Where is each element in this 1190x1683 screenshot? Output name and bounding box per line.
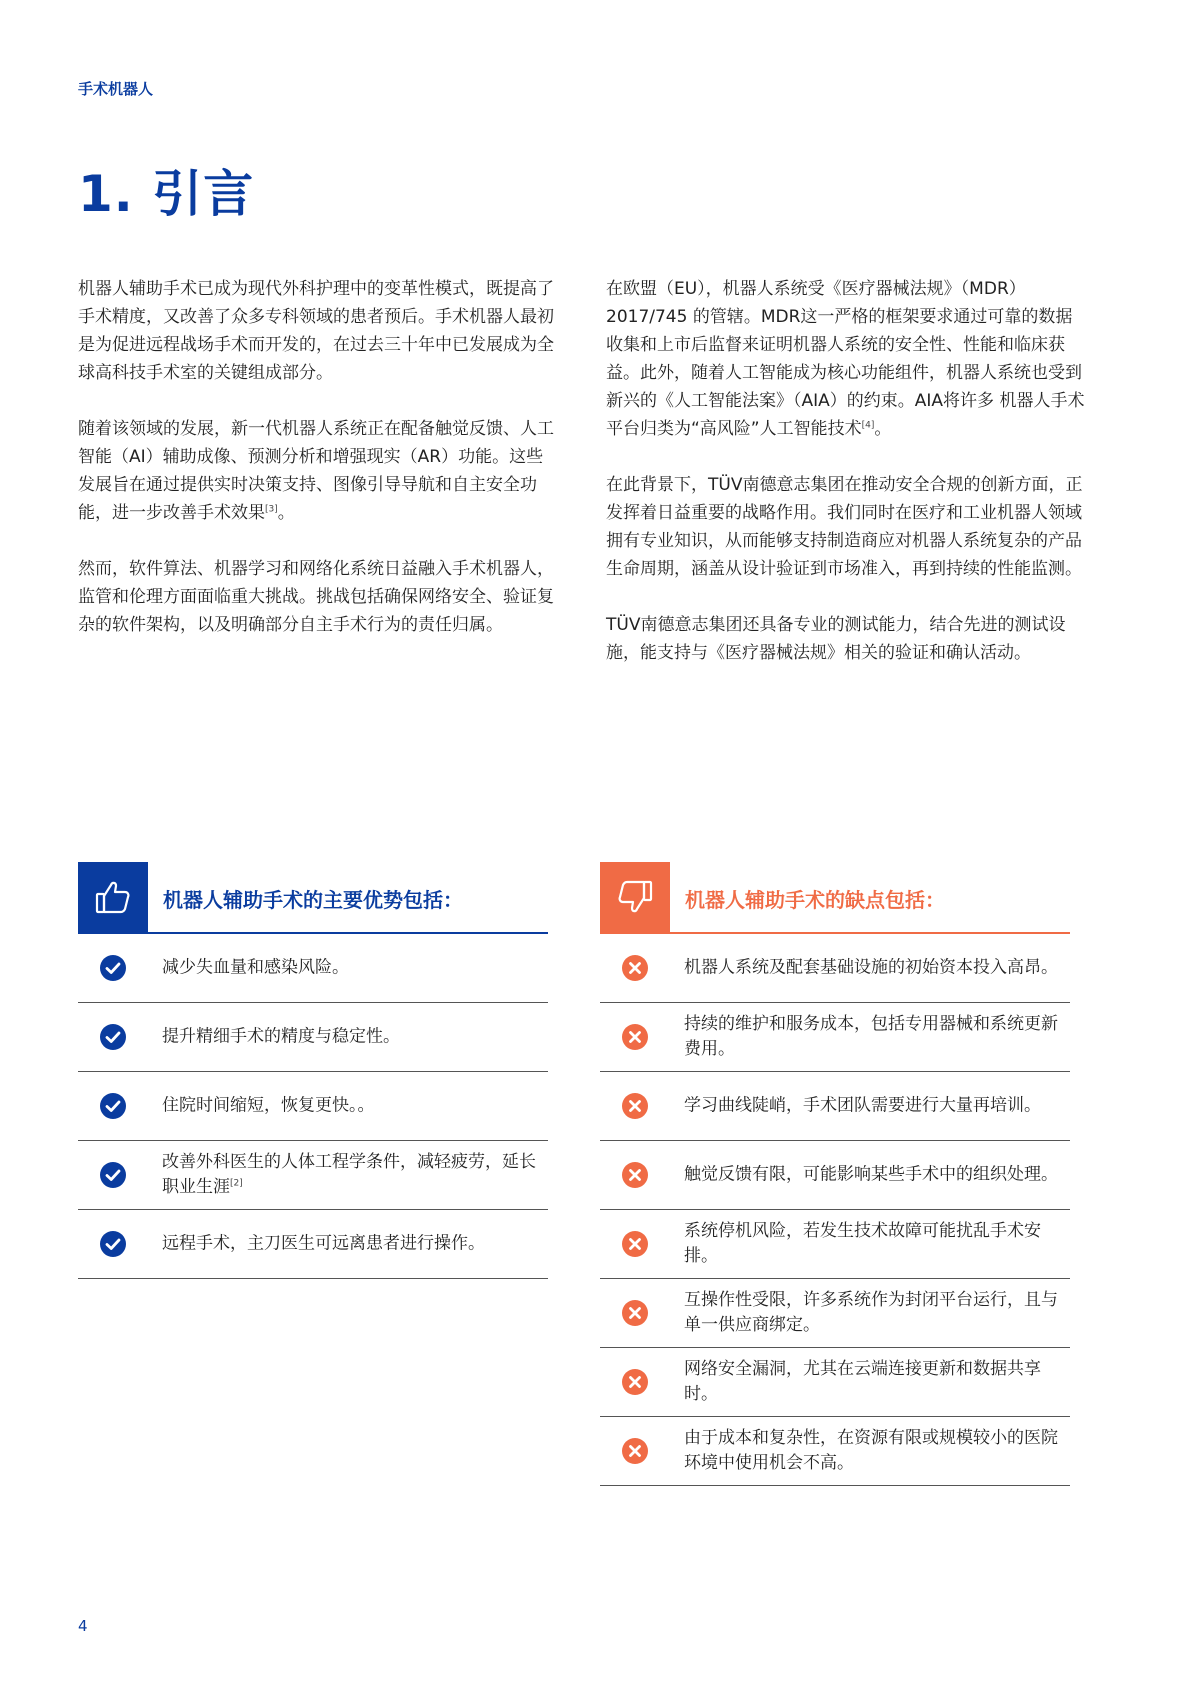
- list-item-text: 互操作性受限，许多系统作为封闭平台运行，且与单一供应商绑定。: [684, 1290, 1058, 1335]
- check-circle-icon: [100, 1231, 126, 1257]
- advantages-list: [78, 934, 548, 1279]
- list-item-text: 住院时间缩短，恢复更快。。: [162, 1095, 375, 1116]
- list-item-text: 学习曲线陡峭，手术团队需要进行大量再培训。: [684, 1095, 1041, 1116]
- list-item: [78, 934, 548, 1003]
- advantages-title: 机器人辅助手术的主要优势包括：: [163, 888, 463, 912]
- list-item-text: 网络安全漏洞，尤其在云端连接更新和数据共享时。: [684, 1359, 1041, 1404]
- list-item-text: 远程手术，主刀医生可远离患者进行操作。: [162, 1233, 485, 1254]
- cross-circle-icon: [622, 1369, 648, 1395]
- list-item: [600, 1003, 1070, 1072]
- list-item-text: 提升精细手术的精度与稳定性。: [162, 1026, 400, 1047]
- list-item-text: 减少失血量和感染风险。: [162, 957, 349, 978]
- list-item: [600, 1141, 1070, 1210]
- list-item: [600, 1348, 1070, 1417]
- paragraph: 机器人辅助手术已成为现代外科护理中的变革性模式，既提高了手术精度，又改善了众多专科领域的患者预后。手术机器人最初是为促进远程战场手术而开发的，在过去三十年中已发展成为全球高科技手术室的关键组成部分。: [78, 279, 554, 383]
- list-item: [78, 1210, 548, 1279]
- cross-circle-icon: [622, 1300, 648, 1326]
- disadvantages-title: 机器人辅助手术的缺点包括：: [685, 888, 945, 912]
- right-column: [606, 275, 1086, 695]
- paragraph: 随着该领域的发展，新一代机器人系统正在配备触觉反馈、人工智能（AI）辅助成像、预测分析和增强现实（AR）功能。这些发展旨在通过提供实时决策支持、图像引导导航和自主安全功能，进一步改善手术效果[3]。: [78, 419, 554, 523]
- section-title: 1. 引言: [78, 165, 255, 223]
- disadvantages-panel: [600, 862, 1070, 1486]
- thumbs-up-icon: [78, 862, 148, 932]
- list-item-text: 触觉反馈有限，可能影响某些手术中的组织处理。: [684, 1164, 1058, 1185]
- list-item: [78, 1072, 548, 1141]
- page-number: 4: [78, 1617, 88, 1635]
- cross-circle-icon: [622, 1438, 648, 1464]
- reference-marker: [3]: [265, 504, 278, 515]
- paragraph: 在欧盟（EU），机器人系统受《医疗器械法规》（MDR）2017/745 的管辖。MDR这一严格的框架要求通过可靠的数据收集和上市后监督来证明机器人系统的安全性、性能和临床获益。此外，随着人工智能成为核心功能组件，机器人系统也受到新兴的《人工智能法案》（AIA）的约束。AIA将许多 机器人手术平台归类为“高风险”人工智能技术[4]。: [606, 279, 1085, 439]
- list-item: [600, 1417, 1070, 1486]
- left-column: [78, 275, 554, 667]
- paragraph: 在此背景下，TÜV南德意志集团在推动安全合规的创新方面，正发挥着日益重要的战略作用。我们同时在医疗和工业机器人领域拥有专业知识，从而能够支持制造商应对机器人系统复杂的产品生命周期，涵盖从设计验证到市场准入，再到持续的性能监测。: [606, 475, 1083, 579]
- cross-circle-icon: [622, 955, 648, 981]
- disadvantages-list: [600, 934, 1070, 1486]
- list-item-text: 由于成本和复杂性，在资源有限或规模较小的医院环境中使用机会不高。: [684, 1428, 1058, 1473]
- list-item-text: 系统停机风险，若发生技术故障可能扰乱手术安排。: [684, 1221, 1041, 1266]
- list-item: [600, 934, 1070, 1003]
- list-item: [600, 1210, 1070, 1279]
- disadvantages-header: [600, 862, 1070, 934]
- check-circle-icon: [100, 1162, 126, 1188]
- paragraph: TÜV南德意志集团还具备专业的测试能力，结合先进的测试设施，能支持与《医疗器械法规》相关的验证和确认活动。: [606, 615, 1066, 663]
- list-item-text: 机器人系统及配套基础设施的初始资本投入高昂。: [684, 957, 1058, 978]
- thumbs-down-icon: [600, 862, 670, 932]
- list-item: [600, 1072, 1070, 1141]
- reference-marker: [2]: [230, 1178, 243, 1189]
- list-item-text: 改善外科医生的人体工程学条件，减轻疲劳，延长职业生涯[2]: [162, 1152, 536, 1197]
- paragraph: 然而，软件算法、机器学习和网络化系统日益融入手术机器人，监管和伦理方面面临重大挑战。挑战包括确保网络安全、验证复杂的软件架构，以及明确部分自主手术行为的责任归属。: [78, 559, 554, 635]
- check-circle-icon: [100, 1093, 126, 1119]
- check-circle-icon: [100, 1024, 126, 1050]
- advantages-panel: [78, 862, 548, 1279]
- cross-circle-icon: [622, 1231, 648, 1257]
- list-item: [600, 1279, 1070, 1348]
- cross-circle-icon: [622, 1024, 648, 1050]
- cross-circle-icon: [622, 1162, 648, 1188]
- header-label: 手术机器人: [78, 80, 154, 98]
- list-item: [78, 1003, 548, 1072]
- advantages-header: [78, 862, 548, 934]
- check-circle-icon: [100, 955, 126, 981]
- reference-marker: [4]: [861, 420, 875, 431]
- cross-circle-icon: [622, 1093, 648, 1119]
- list-item: [78, 1141, 548, 1210]
- list-item-text: 持续的维护和服务成本，包括专用器械和系统更新费用。: [684, 1014, 1058, 1059]
